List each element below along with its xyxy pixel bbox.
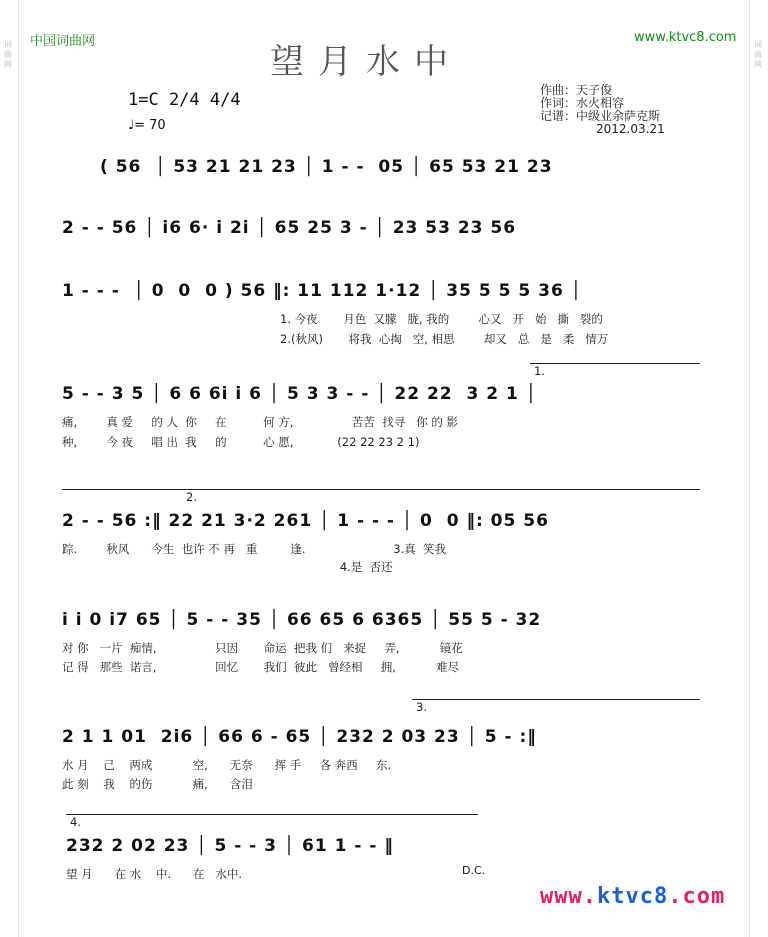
volta-bracket-3 — [412, 699, 700, 700]
site-url-right[interactable]: www.ktvc8.com — [634, 30, 737, 45]
credit-lyricist: 作词：水火相容 — [540, 96, 625, 110]
score-line-4: 5 - - 3 5 │ 6 6 6i i 6 │ 5 3 3 - - │ 22 22 3 2 1 │ — [62, 384, 537, 404]
lyric-line-4b: 种, 今 夜 唱 出 我 的 心 愿, (22 22 23 2 1) — [62, 435, 420, 449]
logo-suffix: .com — [668, 884, 726, 909]
volta-bracket-2 — [182, 489, 700, 490]
lyric-line-5b: 4.是 否还 — [62, 560, 393, 574]
lyric-line-6a: 对 你 一片 痴情, 只因 命运 把我 们 来捉 弄, 镜花 — [62, 641, 463, 655]
score-line-6: i i 0 i7 65 │ 5 - - 35 │ 66 65 6 6365 │ 55 5 - 32 — [62, 610, 542, 630]
tempo-marking: ♩= 70 — [128, 118, 166, 133]
site-name-left[interactable]: 中国词曲网 — [30, 34, 96, 49]
score-line-5: 2 - - 56 :‖ 22 21 3·2 261 │ 1 - - - │ 0 0 ‖: 05 56 — [62, 511, 549, 531]
watermark-char: 网 — [4, 60, 12, 69]
score-line-2: 2 - - 56 │ i6 6· i 2i │ 65 25 3 - │ 23 53 23 56 — [62, 218, 517, 238]
watermark-char: 词 — [4, 40, 12, 49]
lyric-line-7a: 水 月 己 两成 空, 无奈 挥 手 各 奔西 东. — [62, 758, 392, 772]
volta-label-4: 4. — [70, 815, 81, 829]
watermark-char: 曲 — [4, 50, 12, 59]
page-title: 望月水中 — [270, 42, 462, 82]
watermark-char: 网 — [754, 60, 762, 69]
watermark-char: 曲 — [754, 50, 762, 59]
lyric-line-4a: 痛, 真 爱 的 人 你 在 何 方, 苦苦 找寻 你 的 影 — [62, 415, 459, 429]
volta-label-2: 2. — [186, 490, 197, 504]
lyric-line-5a: 踪. 秋风 今生 也许 不 再 重 逢. 3.真 笑我 — [62, 542, 446, 556]
lyric-line-8a: 望 月 在 水 中. 在 水中. — [66, 867, 243, 881]
left-watermark-strip — [0, 0, 19, 937]
volta-label-1: 1. — [534, 364, 545, 378]
lyric-line-7b: 此 刻 我 的伤 痛, 含泪 — [62, 777, 253, 791]
volta-bracket-1-end — [62, 489, 182, 490]
score-line-1: ( 56 │ 53 21 21 23 │ 1 - - 05 │ 65 53 21 23 — [100, 157, 553, 177]
credit-date: 2012.03.21 — [596, 122, 665, 136]
credits-block — [540, 84, 665, 136]
key-signature: 1=C 2/4 4/4 — [128, 90, 241, 110]
logo-brand: ktvc8 — [596, 884, 669, 909]
logo-prefix: www. — [540, 884, 597, 909]
da-capo-marking: D.C. — [462, 864, 486, 877]
score-line-7: 2 1 1 01 2i6 │ 66 6 - 65 │ 232 2 03 23 │ 5 - :‖ — [62, 727, 537, 747]
volta-bracket-4 — [66, 814, 478, 815]
score-line-8: 232 2 02 23 │ 5 - - 3 │ 61 1 - - ‖ — [66, 836, 394, 856]
volta-bracket-1 — [530, 363, 700, 364]
lyric-line-6b: 记 得 那些 诺言, 回忆 我们 彼此 曾经相 拥, 难尽 — [62, 660, 460, 674]
volta-label-3: 3. — [416, 700, 427, 714]
lyric-line-3b: 2.(秋风) 将我 心掏 空, 相思 却又 总 是 柔 情万 — [280, 332, 609, 346]
credit-transcriber: 记谱：中级业余萨克斯 — [540, 109, 661, 123]
credit-composer: 作曲：天子俊 — [540, 83, 613, 97]
score-line-3: 1 - - - │ 0 0 0 ) 56 ‖: 11 112 1·12 │ 35 5 5 5 36 │ — [62, 281, 582, 301]
right-watermark-strip — [749, 0, 768, 937]
watermark-char: 词 — [754, 40, 762, 49]
lyric-line-3a: 1. 今夜 月色 又朦 胧, 我的 心又 开 始 撕 裂的 — [280, 312, 603, 326]
site-logo[interactable] — [540, 884, 725, 909]
